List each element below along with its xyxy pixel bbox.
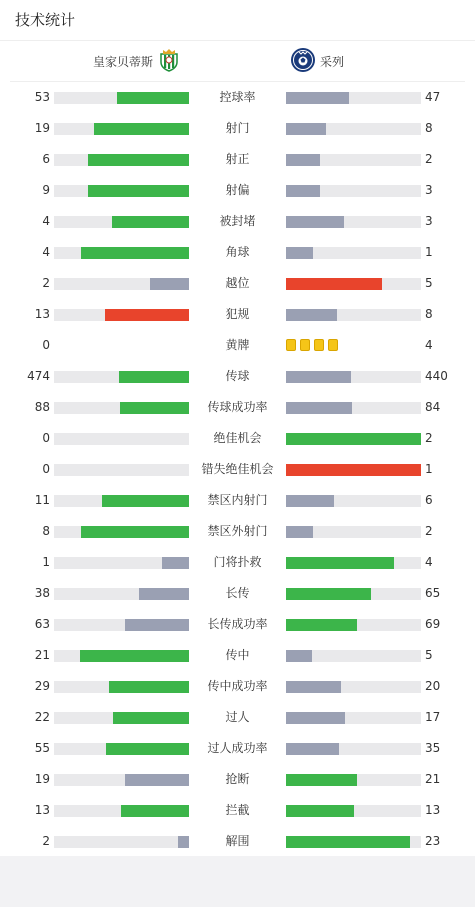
away-value: 65 — [425, 586, 441, 600]
stat-label: 禁区外射门 — [207, 524, 268, 538]
stat-row — [0, 826, 475, 857]
home-bar — [81, 247, 189, 259]
stat-row — [0, 237, 475, 268]
away-value: 4 — [425, 555, 433, 569]
stat-row — [0, 454, 475, 485]
home-value: 0 — [42, 431, 50, 445]
section-header — [0, 0, 475, 41]
home-value: 29 — [34, 679, 50, 693]
stats-list — [0, 82, 475, 857]
away-value: 2 — [425, 152, 433, 166]
stat-label: 角球 — [225, 245, 250, 259]
home-value: 38 — [34, 586, 50, 600]
stat-label: 传球成功率 — [207, 400, 268, 414]
away-bar — [286, 92, 349, 104]
away-value: 47 — [425, 90, 441, 104]
away-bar — [286, 464, 421, 476]
stat-label: 长传成功率 — [207, 617, 268, 631]
away-value: 35 — [425, 741, 441, 755]
home-value: 55 — [34, 741, 50, 755]
away-value: 440 — [425, 369, 448, 383]
away-value: 84 — [425, 400, 441, 414]
home-bar — [105, 309, 189, 321]
away-value: 8 — [425, 121, 433, 135]
away-bar — [286, 712, 345, 724]
home-bar-track — [54, 557, 189, 569]
stat-row — [0, 609, 475, 640]
away-bar — [286, 185, 320, 197]
away-value: 17 — [425, 710, 441, 724]
home-bar-track — [54, 216, 189, 228]
away-bar — [286, 433, 421, 445]
stat-row — [0, 671, 475, 702]
home-bar — [119, 371, 189, 383]
home-bar — [81, 526, 189, 538]
away-bar-track — [286, 185, 421, 197]
home-bar-track — [54, 619, 189, 631]
away-bar-track — [286, 495, 421, 507]
away-bar-track — [286, 216, 421, 228]
away-bar — [286, 805, 354, 817]
home-value: 13 — [34, 307, 50, 321]
away-bar-track — [286, 402, 421, 414]
away-value: 2 — [425, 524, 433, 538]
stat-row — [0, 423, 475, 454]
yellow-card-icon — [314, 339, 324, 351]
away-bar — [286, 650, 312, 662]
home-value: 4 — [42, 245, 50, 259]
home-bar-track — [54, 588, 189, 600]
home-bar — [88, 185, 189, 197]
away-bar-track — [286, 650, 421, 662]
away-bar — [286, 402, 352, 414]
stat-label: 射门 — [225, 121, 250, 135]
stat-row — [0, 113, 475, 144]
home-bar-track — [54, 371, 189, 383]
away-team[interactable] — [290, 41, 344, 81]
section-title: 技术统计 — [15, 11, 76, 29]
away-bar — [286, 526, 313, 538]
away-bar — [286, 836, 410, 848]
stat-label: 解围 — [225, 834, 250, 848]
stat-label: 门将扑救 — [213, 555, 262, 569]
away-bar — [286, 743, 339, 755]
away-bar-track — [286, 743, 421, 755]
stat-row — [0, 640, 475, 671]
stat-label: 犯规 — [225, 307, 250, 321]
home-bar — [139, 588, 189, 600]
away-value: 6 — [425, 493, 433, 507]
home-bar-track — [54, 309, 189, 321]
stat-label: 传中成功率 — [207, 679, 268, 693]
stat-row — [0, 299, 475, 330]
home-bar-track — [54, 805, 189, 817]
away-value: 8 — [425, 307, 433, 321]
away-bar — [286, 216, 344, 228]
away-bar-track — [286, 712, 421, 724]
away-value: 1 — [425, 245, 433, 259]
home-value: 6 — [42, 152, 50, 166]
home-value: 1 — [42, 555, 50, 569]
away-bar — [286, 681, 341, 693]
away-bar-track — [286, 123, 421, 135]
home-value: 0 — [42, 462, 50, 476]
stat-label: 长传 — [225, 586, 250, 600]
stat-label: 绝佳机会 — [213, 431, 262, 445]
home-bar — [125, 774, 189, 786]
home-bar-track — [54, 712, 189, 724]
stat-label: 越位 — [225, 276, 250, 290]
away-bar — [286, 278, 382, 290]
stat-row — [0, 330, 475, 361]
away-team-name: 采列 — [320, 54, 345, 69]
stat-label: 禁区内射门 — [207, 493, 268, 507]
home-value: 22 — [34, 710, 50, 724]
home-value: 2 — [42, 834, 50, 848]
home-value: 88 — [34, 400, 50, 414]
home-bar-track — [54, 464, 189, 476]
away-value: 23 — [425, 834, 441, 848]
stat-row — [0, 795, 475, 826]
away-bar-track — [286, 433, 421, 445]
yellow-card-icon — [300, 339, 310, 351]
away-value: 5 — [425, 276, 433, 290]
stat-label: 被封堵 — [219, 214, 256, 228]
away-value: 13 — [425, 803, 441, 817]
stat-label: 错失绝佳机会 — [201, 462, 274, 476]
celje-crest-icon — [290, 47, 316, 76]
stat-label: 射偏 — [225, 183, 250, 197]
home-bar — [150, 278, 189, 290]
stat-row — [0, 516, 475, 547]
away-yellow-cards — [286, 339, 338, 351]
stat-row — [0, 175, 475, 206]
stat-label: 过人成功率 — [207, 741, 268, 755]
away-bar-track — [286, 805, 421, 817]
stat-row — [0, 702, 475, 733]
home-bar — [178, 836, 189, 848]
home-value: 9 — [42, 183, 50, 197]
home-bar — [120, 402, 189, 414]
home-bar — [106, 743, 189, 755]
away-value: 3 — [425, 214, 433, 228]
away-bar-track — [286, 309, 421, 321]
yellow-card-icon — [286, 339, 296, 351]
home-bar-track — [54, 123, 189, 135]
stat-label: 传球 — [225, 369, 250, 383]
home-bar — [80, 650, 189, 662]
home-value: 474 — [27, 369, 50, 383]
home-bar-track — [54, 433, 189, 445]
home-bar-track — [54, 774, 189, 786]
home-bar — [121, 805, 189, 817]
teams-row — [10, 41, 465, 82]
home-bar-track — [54, 154, 189, 166]
away-bar-track — [286, 774, 421, 786]
away-bar — [286, 371, 351, 383]
home-bar-track — [54, 278, 189, 290]
stat-label: 拦截 — [225, 803, 250, 817]
home-bar — [117, 92, 189, 104]
stat-row — [0, 206, 475, 237]
stat-row — [0, 144, 475, 175]
away-bar — [286, 309, 337, 321]
home-bar-track — [54, 92, 189, 104]
real-betis-crest-icon — [158, 48, 180, 75]
away-value: 5 — [425, 648, 433, 662]
home-bar — [125, 619, 189, 631]
stat-row — [0, 578, 475, 609]
home-bar-track — [54, 681, 189, 693]
away-bar — [286, 557, 394, 569]
away-value: 69 — [425, 617, 441, 631]
away-bar — [286, 495, 334, 507]
yellow-card-icon — [328, 339, 338, 351]
away-bar — [286, 154, 320, 166]
away-bar — [286, 247, 313, 259]
stat-row — [0, 268, 475, 299]
home-value: 11 — [34, 493, 50, 507]
away-bar — [286, 774, 357, 786]
home-bar — [113, 712, 189, 724]
home-team[interactable] — [93, 41, 180, 81]
away-value: 4 — [425, 338, 433, 352]
away-bar — [286, 123, 326, 135]
away-bar-track — [286, 247, 421, 259]
home-value: 63 — [34, 617, 50, 631]
away-bar-track — [286, 526, 421, 538]
home-bar-track — [54, 185, 189, 197]
away-bar-track — [286, 464, 421, 476]
away-value: 1 — [425, 462, 433, 476]
home-value: 0 — [42, 338, 50, 352]
home-value: 8 — [42, 524, 50, 538]
stat-label: 控球率 — [219, 90, 256, 104]
away-bar — [286, 619, 357, 631]
away-bar-track — [286, 92, 421, 104]
home-bar — [88, 154, 189, 166]
away-bar-track — [286, 371, 421, 383]
home-team-name: 皇家贝蒂斯 — [92, 54, 153, 69]
away-bar-track — [286, 619, 421, 631]
home-bar — [162, 557, 189, 569]
home-bar-track — [54, 247, 189, 259]
away-bar-track — [286, 557, 421, 569]
away-value: 3 — [425, 183, 433, 197]
home-bar — [112, 216, 189, 228]
away-value: 2 — [425, 431, 433, 445]
stat-label: 传中 — [225, 648, 250, 662]
stat-row — [0, 392, 475, 423]
home-value: 19 — [34, 772, 50, 786]
home-bar-track — [54, 836, 189, 848]
stat-row — [0, 547, 475, 578]
away-bar-track — [286, 681, 421, 693]
stat-label: 抢断 — [225, 772, 250, 786]
away-value: 20 — [425, 679, 441, 693]
away-bar-track — [286, 154, 421, 166]
home-bar — [102, 495, 189, 507]
stat-row — [0, 733, 475, 764]
home-bar-track — [54, 743, 189, 755]
home-value: 13 — [34, 803, 50, 817]
away-bar-track — [286, 836, 421, 848]
home-bar — [109, 681, 189, 693]
home-value: 2 — [42, 276, 50, 290]
home-bar-track — [54, 650, 189, 662]
home-bar-track — [54, 402, 189, 414]
home-bar — [94, 123, 189, 135]
stat-row — [0, 764, 475, 795]
home-value: 4 — [42, 214, 50, 228]
away-bar-track — [286, 588, 421, 600]
away-bar-track — [286, 278, 421, 290]
home-value: 21 — [34, 648, 50, 662]
home-bar-track — [54, 526, 189, 538]
stat-label: 过人 — [225, 710, 250, 724]
stat-row — [0, 485, 475, 516]
away-bar — [286, 588, 371, 600]
stat-row — [0, 82, 475, 113]
stat-label: 射正 — [225, 152, 250, 166]
home-value: 19 — [34, 121, 50, 135]
home-value: 53 — [34, 90, 50, 104]
stat-label: 黄牌 — [225, 338, 250, 352]
stat-row — [0, 361, 475, 392]
away-value: 21 — [425, 772, 441, 786]
home-bar-track — [54, 495, 189, 507]
